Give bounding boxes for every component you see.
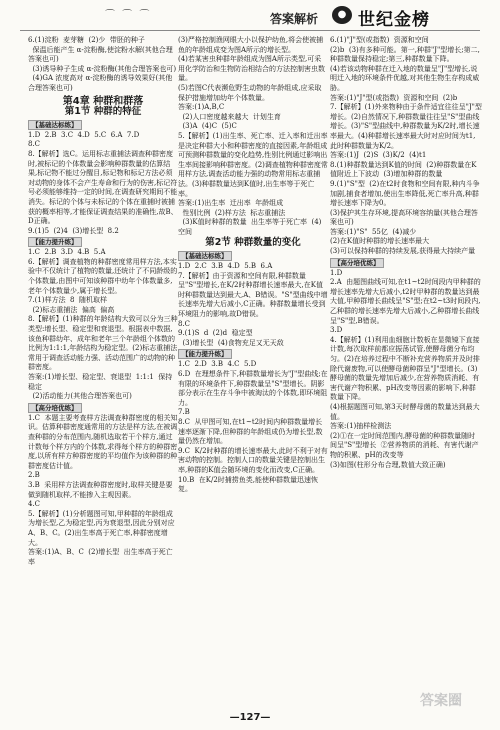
answer-paragraph: 8.C [28, 140, 41, 149]
answer-paragraph: 4.【解析】(1)利用血细胞计数板在显微镜下直接计数,每次取样前都应振荡试管,使酵母菌分布均匀。(2)在培养过程中不断补充营养物质并及时排除代谢废物,可以使酵母菌种群呈"J"型增长。(3)酵母菌的数量先增加后减少,在营养物质消耗、有害代谢产物积累、pH改变等因素的影响下,种群数量下降。 [330, 335, 480, 402]
column-right [330, 36, 482, 470]
answer-paragraph: 8.【解析】选C。运用标志重捕法调查种群密度时,被标记的个体数量会影响种群数量的估算结果,标记物不能过分醒目,标记物和标记方法必须对动物的身体不会产生寿命和行为的伤害,标记符号必须能够维持一定的时间,在调查研究期间不能消失。标记的个体与未标记的个体在重捕时被捕获的概率相等,才能保证调查结果的准确性,故B、D正确。 [28, 149, 178, 226]
answer-paragraph: 答案:(1)增长型、稳定型、衰退型 1:1:1 保持稳定 [28, 373, 173, 391]
answer-paragraph: 答案:(1)A、B、C (2)增长型 出生率高于死亡率 [28, 548, 173, 566]
answer-paragraph: (3)如图(柱形分布合理,数值大致正确) [330, 460, 446, 469]
answer-paragraph: (3)增长型 (4)食物充足又无天敌 [178, 338, 284, 347]
answer-paragraph: (3)K值时种群的数量 出生率等于死亡率 (4)空间 [178, 218, 322, 236]
answer-paragraph: 8.【解析】(1)种群的年龄结构大致可以分为三种类型:增长型、稳定型和衰退型。根据表中数据,该鱼种群幼年、成年和老年三个年龄组个体数的比例为1:1:1,年龄结构为稳定型。(2)标志重捕法常用于调查活动能力强、活动范围广的动物的种群密度。 [28, 315, 178, 372]
answer-paragraph: 5.【解析】(1)分析题图可知,甲种群的年龄组成为增长型,乙为稳定型,丙为衰退型,因此分别对应A、B、C。(2)出生率高于死亡率,种群密度增大。 [28, 509, 175, 547]
answer-paragraph: 1.C 2.B 3.D 4.B 5.A [28, 248, 106, 257]
answer-paragraph: 答案:(1)抽样检测法 [330, 422, 392, 431]
answer-paragraph: (2)标志重捕法 偏高 偏高 [28, 305, 115, 314]
answer-paragraph: 5.【解析】(1)出生率、死亡率、迁入率和迁出率是决定种群大小和种群密度的直接因素,年龄组成可预测种群数量的变化趋势,性别比例通过影响出生率间接影响种群密度。(2)调查植物种群密度常用样方法,调查活动能力强的动物常用标志重捕法。(3)种群数量达到K值时,出生率等于死亡率。 [178, 131, 328, 198]
answer-paragraph: 10.B 在K/2时捕捞鱼类,能使种群数量迅速恢复。 [178, 475, 318, 494]
answer-paragraph: (2)①在一定时间范围内,酵母菌的种群数量随时间呈"S"型增长 ②营养物质的消耗、有害代谢产物的积累、pH的改变等 [330, 431, 479, 459]
answer-paragraph: (4)若该动物种群在迁入地的数量呈"J"型增长,说明迁入地的环境条件优越,对其他生物生存构成威胁。 [330, 64, 480, 92]
exercise-label: 【基础达标练】 [28, 120, 82, 130]
watermark: 答案圈 [420, 693, 462, 709]
answer-paragraph: (3)A (4)C (5)C [178, 122, 237, 131]
answer-paragraph: 6.(1)"J"型(或指数) 资源和空间 [330, 36, 429, 44]
answer-paragraph: (2)在K值时种群的增长速率最大 [330, 237, 430, 246]
exercise-label: 【高分培优练】 [330, 258, 384, 268]
answer-paragraph: (4)GA 浓度高对 α-淀粉酶的诱导效果好(其他合理答案也可) [28, 74, 173, 92]
answer-paragraph: 6.【解析】调查植物的种群密度常用样方法,本实验中不仅统计了植物的数量,还统计了不同龄级的个体数量,由图中可知该种群中幼年个体数量多,老年个体数量少,属于增长型。 [28, 257, 178, 295]
header-rule [20, 30, 480, 31]
exercise-label: 【高分培优练】 [28, 403, 82, 413]
answer-paragraph: 8.C 从甲图可知,在t1~t2时间内种群数量增长速率逐渐下降,但种群的年龄组成仍为增长型,数量仍然在增加。 [178, 417, 323, 446]
answer-paragraph: 1.C 本题主要考查样方法调查种群密度的相关知识。估算种群密度通常用的方法是样方法,在被调查种群的分布范围内,随机选取若干个样方,通过计数每个样方内的个体数,求得每个样方的种群密度,以所有样方种群密度的平均值作为该种群的种群密度估计值。 [28, 413, 178, 470]
brand-name: 世纪金榜 [358, 10, 430, 30]
answer-paragraph: 2.A 由题图曲线可知,在t1~t2时间段内甲种群的增长速率先增大后减小,t2时甲种群的数量达到最大值,甲种群增长曲线呈"S"型;在t2~t3时间段内,乙种群的增长速率先增大后减小,乙种群增长曲线呈"S"型,B错误。 [330, 278, 481, 325]
page-number: —127— [229, 712, 271, 723]
answer-paragraph: 1.D 2.C 3.B 4.D 5.B 6.A [178, 262, 273, 271]
answer-paragraph: 1.C 2.D 3.B 4.C 5.D [178, 360, 257, 369]
answer-paragraph: 6.(1)淀粉 麦芽糖 (2)少 带胚的种子 [28, 36, 145, 44]
answer-paragraph: (5)若图C代表濒危野生动物的年龄组成,应采取保护措施增加幼年个体数量。 [178, 83, 322, 102]
answer-paragraph: 答案:(1)"S" 55亿 (4)减少 [330, 227, 417, 236]
exercise-label-row [28, 119, 178, 131]
answer-paragraph: 保温后能产生 α-淀粉酶,使淀粉水解(其他合理答案也可) [28, 45, 173, 64]
answer-paragraph: 7.(1)样方法 8 随机取样 [28, 296, 107, 305]
answer-paragraph: 2.B [28, 471, 40, 480]
answer-paragraph: 6.D 在理想条件下,种群数量增长为"J"型曲线;在有限的环境条件下,种群数量呈"S"型增长。阴影部分表示在生存斗争中被淘汰的个体数,即环境阻力。 [178, 370, 328, 407]
answer-paragraph: (4)若某害虫种群年龄组成为图A所示类型,可采用化学防治和生物防治相结合的方法控制害虫数量。 [178, 55, 325, 83]
answer-paragraph: 9.(1)S d (2)d 稳定型 [178, 329, 253, 338]
answer-paragraph: (3)可以保持种群的持续发展,获得最大持续产量 [330, 247, 476, 256]
exercise-label: 【能力提升练】 [178, 349, 232, 359]
answer-paragraph: 8.C [178, 319, 191, 328]
exercise-label-row [28, 402, 178, 414]
answer-paragraph: 7.【解析】(1)外来物种由于条件适宜往往呈"J"型增长。(2)自然情况下,种群数量往往呈"S"型曲线增长。(3)"S"型曲线中,种群数量为K/2时,增长速率最大。(4)种群增长速率最大时对应时间为t1,此时种群数量为K/2。 [330, 103, 482, 150]
answer-paragraph: 3.D [330, 326, 343, 335]
answer-paragraph: 8.(1)种群数量达到K值的时间 (2)种群数量在K值附近上下波动 (3)增加种群的数量 [330, 160, 477, 179]
answer-paragraph: 答案:(1)"J"型(或指数) 资源和空间 (2)b [330, 93, 458, 102]
section-heading: 第2节 种群数量的变化 [205, 237, 301, 249]
answer-paragraph: 9.C K/2时种群的增长速率最大,此时不利于对有害动物的控制。控制人口的数量关键是控制出生率,种群的K值会随环境的变化而改变,C正确。 [178, 446, 328, 474]
answer-paragraph: 3.B 采用样方法调查种群密度时,取样关键是要做到随机取样,不能掺入主观因素。 [28, 480, 173, 499]
chapter-heading: 第4章 种群和群落 [62, 95, 144, 107]
answer-paragraph: (3)诱导种子生成 α-淀粉酶(其他合理答案也可) [28, 64, 177, 73]
answer-paragraph: (3)保护其生存环境,提高环境容纳量(其他合理答案也可) [330, 208, 478, 227]
exercise-label-row [330, 257, 482, 269]
header-title: 答案解析 [270, 12, 319, 26]
exercise-label-row [178, 348, 328, 360]
page-header [0, 0, 500, 34]
answer-paragraph: 答案:(1)出生率 迁出率 年龄组成 [178, 199, 284, 208]
answer-paragraph: (2)人口密度越来越大 计划生育 [178, 112, 281, 121]
exercise-label: 【能力提升练】 [28, 237, 82, 247]
answer-paragraph: 1.D 2.B 3.C 4.D 5.C 6.A 7.D [28, 130, 140, 139]
answer-paragraph: 答案:(1)J (2)S (3)K/2 (4)t1 [330, 151, 427, 160]
exercise-label-row [28, 236, 178, 248]
exercise-label: 【基础达标练】 [178, 251, 232, 261]
answer-paragraph: 性别比例 (2)样方法 标志重捕法 [178, 208, 286, 217]
column-left [28, 36, 178, 567]
answer-paragraph: 7.【解析】由于资源和空间有限,种群数量呈"S"型增长,在K/2时种群增长速率最大,在K值时种群数量达到最大,A、B错误。"S"型曲线中增长速率先增大后减小,C正确。种群数量增长受到环境阻力的影响,故D错误。 [178, 271, 328, 319]
answer-paragraph: 答案:(1)A,B,C [178, 103, 225, 112]
brand-logo-icon: ● [332, 6, 352, 24]
exercise-label-row [178, 250, 328, 262]
answer-paragraph: (2)活动能力(其他合理答案也可) [28, 392, 132, 401]
answer-paragraph: 7.B [178, 408, 190, 417]
answer-paragraph: (3)严格控制渔网眼大小以保护幼鱼,将会使被捕鱼的年龄组成变为图A所示的增长型。 [178, 36, 324, 54]
answer-paragraph: 4.C [28, 500, 41, 509]
answer-paragraph: (4)根据题图可知,第3天时酵母菌的数量达到最大值。 [330, 402, 480, 421]
answer-paragraph: 9.(1)"S"型 (2)在t2时食物和空间有限,种内斗争加剧,捕食者增加,使出生率降低,死亡率升高,种群增长速率下降为0。 [330, 179, 480, 208]
birds-decoration: ⌒ ⌒ ⌒ [105, 10, 152, 21]
answer-paragraph: 1.D [330, 268, 343, 277]
column-middle [178, 36, 328, 495]
section-heading: 第1节 种群的特征 [64, 106, 142, 118]
answer-paragraph: (2)b (3)有多种可能。第一,种群"J"型增长;第二,种群数量保持稳定;第三,种群数量下降。 [330, 45, 480, 64]
answer-paragraph: 9.(1)5 (2)4 (3)增长型 8.2 [28, 226, 119, 235]
